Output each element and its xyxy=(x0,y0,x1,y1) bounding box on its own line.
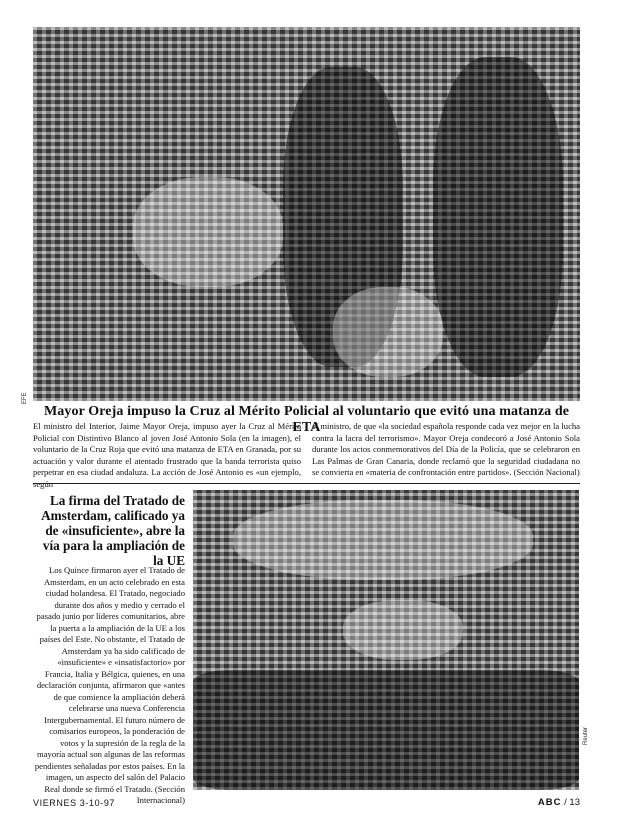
footer-page-number xyxy=(538,797,580,808)
article-1-body-left: El ministro del Interior, Jaime Mayor Oreja, impuso ayer la Cruz al Mérito Policial con Distintivo Blanco al joven José Antonio Sola (en la imagen), el voluntario de la Cruz Roja que evitó una matanza de ETA en Granada, por su actuación y valor durante el atentado frustrado que la banda terrorista quiso perpetrar en esa ciudad andaluza. La acción de José Antonio es «un ejemplo, xyxy=(33,421,301,478)
photo-medal-ceremony xyxy=(33,27,580,401)
page-number: / 13 xyxy=(564,797,580,808)
headline-tratado-amsterdam: La firma del Tratado de Amsterdam, calificado ya de «insuficiente», abre la vía para la ampliación de la UE xyxy=(41,493,185,568)
article-2-body: Los Quince firmaron ayer el Tratado de Amsterdam, en un acto celebrado en esta ciudad holandesa. El Tratado, negociado durante dos años y medio y cerrado el pasado junio por líderes comunitarios, abre la puerta a la ampliación de la UE a los países del Este. No obstante, el Tratado de Amsterdam ya ha sido calificado de «insuficiente» e «insatisfactorio» por Francia, Italia y Bélgica, quienes, en una declaración conjunta, afirmaron que «antes de que comience la ampliación deberá celebrarse una nueva Conferencia Intergubernamental. El futuro número de comisarios europeos, la ponderación de votos y la supresión de la regla de la mayoría actual son algunas de las reformas pendientes señaladas por estos países. En la imagen, un aspecto del salón del Palacio Real donde se firmó el Tratado. (Sección Internacional) xyxy=(34,565,185,805)
publication-name: ABC xyxy=(537,797,562,808)
photo-credit-1: EFE xyxy=(22,392,28,404)
photo-credit-2: Reuter xyxy=(583,726,589,745)
section-divider xyxy=(33,483,580,484)
photo-palacio-real xyxy=(193,490,579,790)
article-1-body-right: el ministro, de que «la sociedad española responde cada vez mejor en la lucha contra la lacra del terrorismo». Mayor Oreja condecoró a José Antonio Sola durante los actos conmemorativos del Día de la Policía, que se celebraron en Las Palmas de Gran Canaria, donde reclamó que la seguridad ciudadana no se convierta en «materia de confrontación entre partidos». (Sección Nacional) xyxy=(312,421,580,478)
footer-date: VIERNES 3-10-97 xyxy=(33,798,116,808)
headline-mayor-oreja: Mayor Oreja impuso la Cruz al Mérito Policial al voluntario que evitó una matanza de ETA xyxy=(43,404,570,435)
